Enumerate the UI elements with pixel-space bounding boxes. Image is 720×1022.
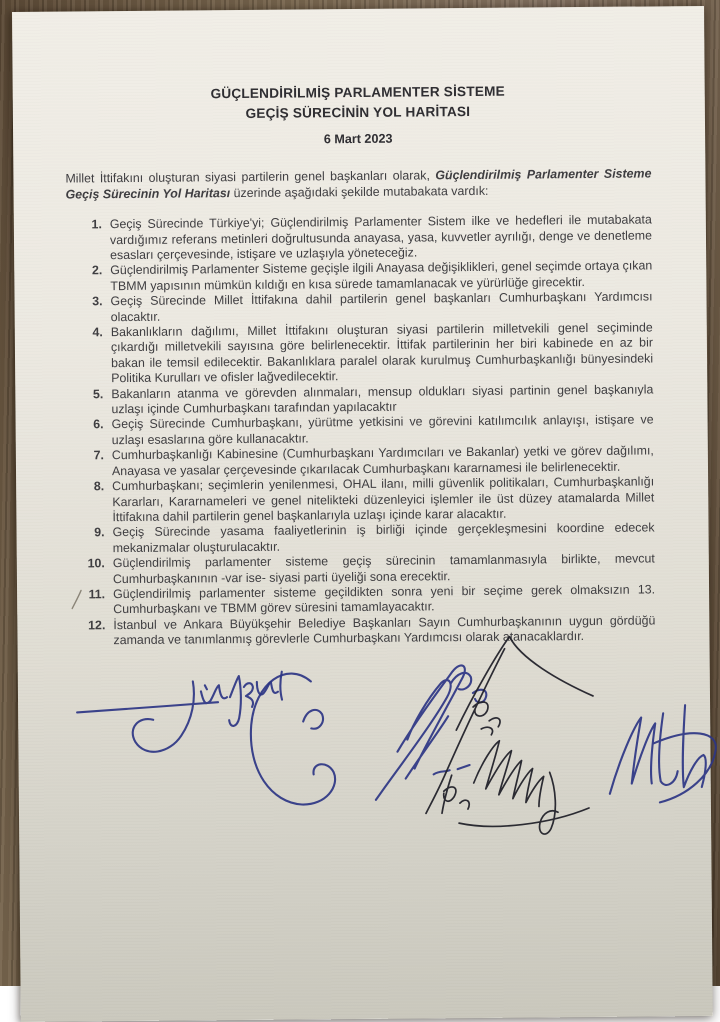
document-content [12, 6, 710, 650]
item-text: Geçiş Sürecinde yasama faaliyetlerinin iş birliği içinde gerçekleşmesini koordine edecek mekanizmalar oluşturulacaktır. [112, 520, 655, 555]
signatures-block [52, 621, 720, 857]
signature-6 [609, 705, 716, 803]
document-date: 6 Mart 2023 [323, 131, 393, 147]
list-item [83, 582, 655, 618]
item-number: 1. [91, 217, 102, 232]
title-line-2: GEÇİŞ SÜRECİNİN YOL HARİTASI [245, 104, 471, 121]
item-text: Güçlendirilmiş Parlamenter Sisteme geçişle ilgili Anayasa değişiklikleri, genel seçimde ortaya çıkan TBMM yapısının mümkün kıldığı en kısa sürede tamamlanacak ve yürürlüğe girecektir. [110, 258, 653, 293]
item-number: 2. [91, 263, 103, 278]
item-number: 6. [93, 417, 104, 432]
signature-5 [458, 740, 589, 835]
item-number: 10. [87, 556, 105, 571]
list-item [80, 213, 652, 264]
item-text: Geçiş Sürecinde Cumhurbaşkanı, yürütme yetkisini ve görevini katılımcılık anlayışı, istişare ve uzlaşı esaslarına göre kullanacaktır. [111, 412, 654, 448]
intro-emphasis: Güçlendirilmiş Parlamenter Sisteme Geçiş Sürecinin Yol Haritası [65, 166, 652, 202]
item-number: 3. [92, 294, 103, 309]
document-title-block [65, 80, 652, 148]
list-item [81, 382, 653, 418]
signature-4 [424, 636, 594, 813]
list-item [82, 444, 654, 480]
document-sheet [12, 6, 713, 1022]
item-text: Geçiş Sürecinde Millet İttifakına dahil partilerin genel başkanları Cumhurbaşkanı Yardımcısı olacaktır. [110, 289, 653, 324]
list-item [82, 475, 654, 526]
item-text: Güçlendirilmiş parlamenter sisteme geçildikten sonra yeni bir seçime gerek olmaksızın 13. Cumhurbaşkanı ve TBMM görev süresini tamamlayacaktır. [113, 582, 656, 617]
title-line-1: GÜÇLENDİRİLMİŞ PARLAMENTER SİSTEME [210, 83, 505, 102]
agreement-item-list [66, 213, 656, 649]
item-text: Cumhurbaşkanı; seçimlerin yenilenmesi, OHAL ilanı, milli güvenlik politikaları, Cumhurbaşkanlığı Kararları, Kararnameleri ve genel nitelikteki düzenleyici işlemler ile üst düzey atamalarda Millet İttifakına dahil partilerin genel başkanlarıyla uzlaşı içinde karar alacaktır. [112, 474, 655, 525]
item-text: Geçiş Sürecinde Türkiye'yi; Güçlendirilmiş Parlamenter Sistem ilke ve hedefleri ile mutabakata vardığımız referans metinleri doğrultusunda anayasa, yasa, kuvvetler ayrılığı, denge ve denetleme esasları çerçevesinde, istişare ve uzlaşıyla yöneteceğiz. [109, 212, 653, 263]
signature-1 [77, 672, 283, 753]
list-item [83, 613, 655, 649]
list-item [82, 521, 654, 557]
list-item [83, 552, 655, 588]
item-number: 7. [93, 448, 104, 463]
item-number: 9. [94, 525, 105, 540]
signature-2 [250, 673, 335, 805]
item-number: 8. [93, 479, 105, 494]
stray-pen-mark [69, 587, 85, 611]
item-number: 12. [88, 617, 106, 633]
intro-suffix: üzerinde aşağıdaki şekilde mutabakata vardık: [230, 183, 489, 200]
intro-prefix: Millet İttifakını oluşturan siyasi partilerin genel başkanları olarak, [65, 168, 436, 186]
list-item [81, 320, 654, 387]
item-number: 4. [92, 325, 103, 340]
item-text: Bakanların atanma ve görevden alınmaları, mensup oldukları siyasi partinin genel başkanıyla uzlaşı içinde Cumhurbaşkanı tarafından yapılacaktır [111, 382, 654, 417]
item-number: 5. [92, 386, 104, 401]
list-item [82, 413, 654, 449]
list-item [80, 259, 652, 295]
item-text: Güçlendirilmiş parlamenter sisteme geçiş sürecinin tamamlanmasıyla birlikte, mevcut Cumhurbaşkanının -var ise- siyasi parti üyeliği sona erecektir. [112, 551, 655, 586]
item-text: Bakanlıkların dağılımı, Millet İttifakını oluşturan siyasi partilerin milletvekili genel seçiminde çıkardığı milletvekili sayısına göre belirlenecektir. İttifak partilerinin her biri kabinede en az bir bakan ile temsil edilecektir. Bakanlıklara paralel olarak kurulmuş Cumhurbaşkanlığı bünyesindeki Politika Kurulları ve ofisler lağvedilecektir. [110, 320, 654, 386]
signature-3 [375, 665, 488, 800]
list-item [80, 290, 652, 326]
intro-paragraph [65, 166, 651, 202]
item-number: 11. [88, 587, 106, 602]
item-text: Cumhurbaşkanlığı Kabinesine (Cumhurbaşkanı Yardımcıları ve Bakanlar) yetki ve görev dağılımı, Anayasa ve yasalar çerçevesinde çıkarılacak Cumhurbaşkanı kararnamesi ile belirlenecektir. [111, 443, 654, 478]
item-text: İstanbul ve Ankara Büyükşehir Belediye Başkanları Sayın Cumhurbaşkanının uygun gördüğü zamanda ve tanımlanmış görevlerle Cumhurbaşkanı Yardımcısı olarak atanacaklardır. [113, 613, 656, 648]
